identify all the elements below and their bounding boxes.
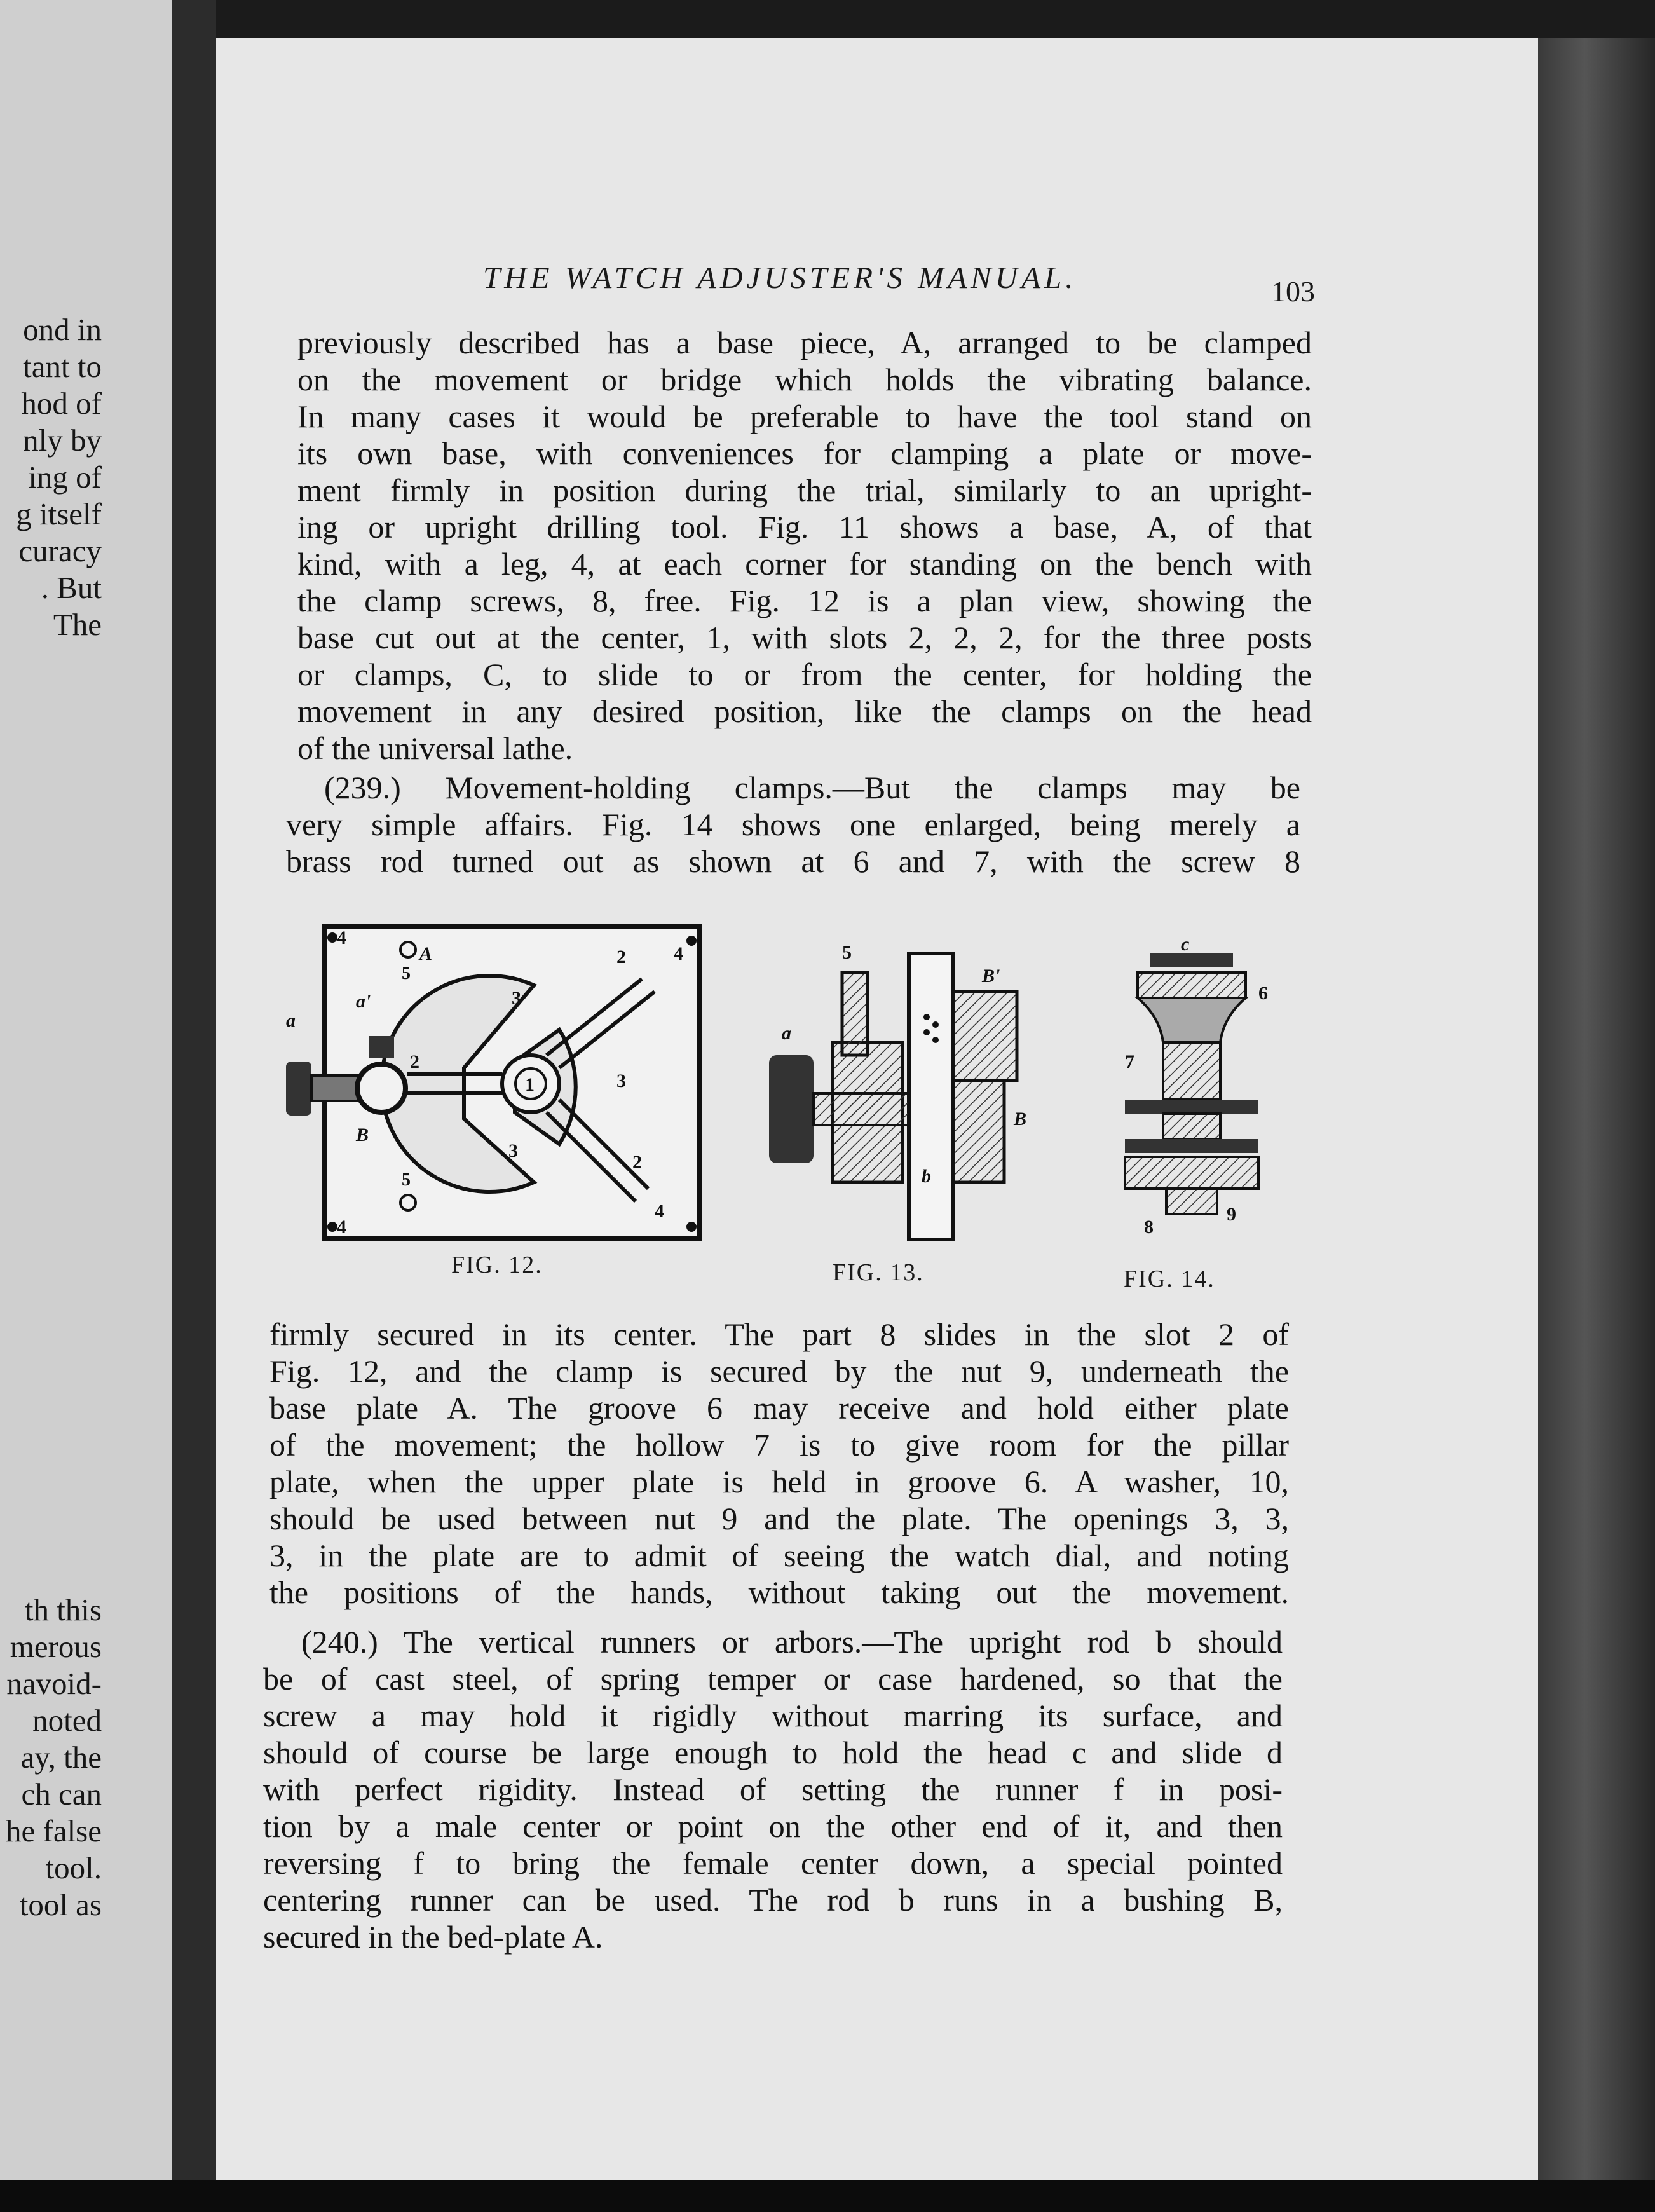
- text-line: secured in the bed-plate A.: [263, 1919, 603, 1955]
- left-fragment: The: [53, 607, 102, 642]
- fig14-label: 6: [1258, 983, 1268, 1004]
- running-header: THE WATCH ADJUSTER'S MANUAL.: [483, 260, 1077, 295]
- fig12-label: 4: [674, 943, 683, 964]
- fig14-label: 7: [1125, 1051, 1134, 1072]
- left-fragment: tant to: [23, 349, 102, 384]
- text-line: reversing f to bring the female center down, a special pointed: [263, 1845, 1283, 1881]
- fig13-label: B': [982, 966, 1000, 987]
- text-line: (240.) The vertical runners or arbors.—The upright rod b should: [301, 1624, 1283, 1660]
- fig12-label: 2: [410, 1051, 419, 1072]
- left-fragment: noted: [32, 1703, 102, 1738]
- fig12-label: 3: [508, 1140, 518, 1161]
- left-fragment: th this: [24, 1592, 102, 1627]
- text-line: the clamp screws, 8, free. Fig. 12 is a plan view, showing the: [297, 583, 1312, 618]
- text-line: the positions of the hands, without taking out the movement.: [269, 1574, 1289, 1610]
- fig12-label: 5: [402, 964, 411, 983]
- fig14-caption: FIG. 14.: [1124, 1266, 1215, 1292]
- left-fragment: curacy: [18, 533, 102, 568]
- left-fragment: tool.: [45, 1850, 102, 1885]
- figure-14: [1100, 941, 1284, 1239]
- fig12-label: B: [356, 1124, 369, 1145]
- fig12-label: 3: [512, 988, 521, 1009]
- facing-page-edge: [0, 0, 172, 2212]
- left-fragment: ond in: [23, 312, 102, 347]
- text-line: kind, with a leg, 4, at each corner for standing on the bench with: [297, 546, 1312, 582]
- text-line: should be used between nut 9 and the plate. The openings 3, 3,: [269, 1501, 1289, 1536]
- text-line: or clamps, C, to slide to or from the center, for holding the: [297, 657, 1312, 692]
- left-fragment: tool as: [19, 1887, 102, 1922]
- text-line: centering runner can be used. The rod b runs in a bushing B,: [263, 1882, 1283, 1918]
- fig12-label: 5: [402, 1170, 411, 1190]
- text-line: base cut out at the center, 1, with slots 2, 2, 2, for the three posts: [297, 620, 1312, 655]
- left-fragment: ing of: [28, 460, 102, 495]
- text-line: tion by a male center or point on the other end of it, and then: [263, 1808, 1283, 1844]
- left-fragment: he false: [6, 1813, 102, 1848]
- fig12-label: 4: [655, 1201, 664, 1222]
- fig12-caption: FIG. 12.: [451, 1252, 543, 1278]
- text-line: screw a may hold it rigidly without marring its surface, and: [263, 1698, 1283, 1733]
- text-line: 3, in the plate are to admit of seeing the watch dial, and noting: [269, 1538, 1289, 1573]
- figure-12: [273, 915, 718, 1259]
- paragraph-2: [286, 769, 1300, 880]
- fig14-label: 9: [1227, 1204, 1236, 1225]
- fig12-label: 1: [525, 1074, 535, 1095]
- fig13-label: a: [782, 1023, 791, 1044]
- paragraph-4: [263, 1623, 1283, 1955]
- fig12-label: 3: [616, 1070, 626, 1091]
- text-line: of the universal lathe.: [297, 730, 573, 766]
- text-line: ing or upright drilling tool. Fig. 11 shows a base, A, of that: [297, 509, 1312, 545]
- fig12-label: 2: [616, 946, 626, 967]
- scan-frame-bottom: [0, 2180, 1655, 2212]
- fig12-label: a: [286, 1010, 296, 1031]
- left-fragment: hod of: [21, 386, 102, 421]
- left-fragment: nly by: [23, 423, 102, 458]
- text-line: its own base, with conveniences for clamping a plate or move-: [297, 435, 1312, 471]
- fig13-label: 5: [842, 942, 852, 963]
- fig13-label: B: [1014, 1109, 1027, 1130]
- text-line: very simple affairs. Fig. 14 shows one enlarged, being merely a: [286, 807, 1300, 842]
- left-fragment: . But: [41, 570, 102, 605]
- paragraph-1: [297, 324, 1312, 767]
- left-fragment: g itself: [16, 496, 102, 531]
- text-line: In many cases it would be preferable to have the tool stand on: [297, 399, 1312, 434]
- fig14-label: c: [1181, 941, 1190, 955]
- text-line: plate, when the upper plate is held in groove 6. A washer, 10,: [269, 1464, 1289, 1499]
- text-line: with perfect rigidity. Instead of setting the runner f in posi-: [263, 1772, 1283, 1807]
- text-line: previously described has a base piece, A, arranged to be clamped: [297, 325, 1312, 360]
- fig12-label: 4: [337, 1217, 346, 1238]
- fig12-label: 2: [632, 1152, 642, 1173]
- text-line: ment firmly in position during the trial, similarly to an upright-: [297, 472, 1312, 508]
- fig12-label: A: [419, 943, 433, 964]
- left-fragment: merous: [10, 1629, 102, 1664]
- page-number: 103: [1271, 275, 1315, 308]
- text-line: be of cast steel, of spring temper or case hardened, so that the: [263, 1661, 1283, 1697]
- text-line: should of course be large enough to hold the head c and slide d: [263, 1735, 1283, 1770]
- figure-13: [763, 934, 1030, 1246]
- fig14-label: 8: [1144, 1217, 1154, 1238]
- left-fragment: ch can: [21, 1777, 102, 1812]
- left-fragment: ay, the: [20, 1740, 102, 1775]
- left-fragment: navoid-: [6, 1666, 102, 1701]
- paragraph-3: [269, 1316, 1289, 1611]
- book-gutter: [172, 0, 216, 2212]
- fig13-label: b: [922, 1166, 931, 1187]
- text-line: of the movement; the hollow 7 is to give room for the pillar: [269, 1427, 1289, 1463]
- text-line: Fig. 12, and the clamp is secured by the nut 9, underneath the: [269, 1353, 1289, 1389]
- fig12-label: a': [356, 991, 371, 1012]
- text-line: brass rod turned out as shown at 6 and 7, with the screw 8: [286, 843, 1300, 879]
- text-line: on the movement or bridge which holds the vibrating balance.: [297, 362, 1312, 397]
- fig13-caption: FIG. 13.: [833, 1259, 924, 1286]
- fig12-label: 4: [337, 927, 346, 948]
- page-edge-shadow: [1538, 38, 1655, 2180]
- text-line: movement in any desired position, like the clamps on the head: [297, 693, 1312, 729]
- text-line: (239.) Movement-holding clamps.—But the clamps may be: [324, 770, 1300, 805]
- text-line: base plate A. The groove 6 may receive and hold either plate: [269, 1390, 1289, 1426]
- text-line: firmly secured in its center. The part 8 slides in the slot 2 of: [269, 1316, 1289, 1352]
